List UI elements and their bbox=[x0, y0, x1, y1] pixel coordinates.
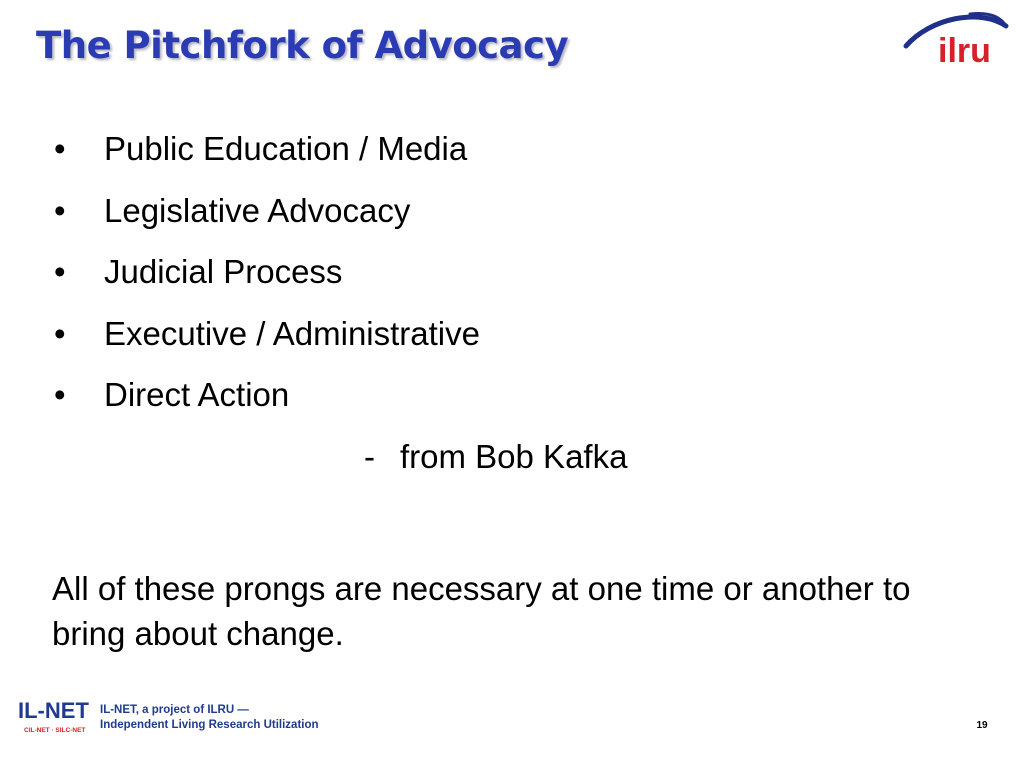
bullet-text: Legislative Advocacy bbox=[104, 191, 411, 229]
page-number: 19 bbox=[976, 720, 988, 731]
footer-line-2: Independent Living Research Utilization bbox=[100, 719, 319, 731]
il-net-logo-icon bbox=[16, 694, 96, 736]
ilru-logo-icon bbox=[900, 6, 1012, 68]
footer-line-1: IL-NET, a project of ILRU — bbox=[100, 704, 249, 716]
bullet-text: Executive / Administrative bbox=[104, 314, 480, 352]
bullet-icon: • bbox=[54, 130, 66, 167]
bullet-icon: • bbox=[54, 376, 66, 413]
ilru-logo-text: ilru bbox=[938, 32, 991, 68]
attribution-dash: - bbox=[364, 438, 375, 475]
summary-text: All of these prongs are necessary at one time or another to bring about change. bbox=[52, 570, 911, 652]
bullet-icon: • bbox=[54, 191, 66, 229]
il-net-logo-text: IL-NET bbox=[18, 698, 89, 723]
footer-text bbox=[100, 703, 319, 733]
attribution bbox=[364, 432, 627, 482]
il-net-logo-subtext: CIL-NET · SILC-NET bbox=[24, 727, 86, 734]
slide-title: The Pitchfork of Advocacy bbox=[36, 24, 569, 67]
bullet-text: Direct Action bbox=[104, 376, 290, 413]
attribution-text: from Bob Kafka bbox=[400, 438, 628, 475]
bullet-icon: • bbox=[54, 253, 66, 290]
bullet-text: Public Education / Media bbox=[104, 130, 468, 167]
bullet-text: Judicial Process bbox=[104, 253, 343, 290]
bullet-icon: • bbox=[54, 314, 66, 352]
